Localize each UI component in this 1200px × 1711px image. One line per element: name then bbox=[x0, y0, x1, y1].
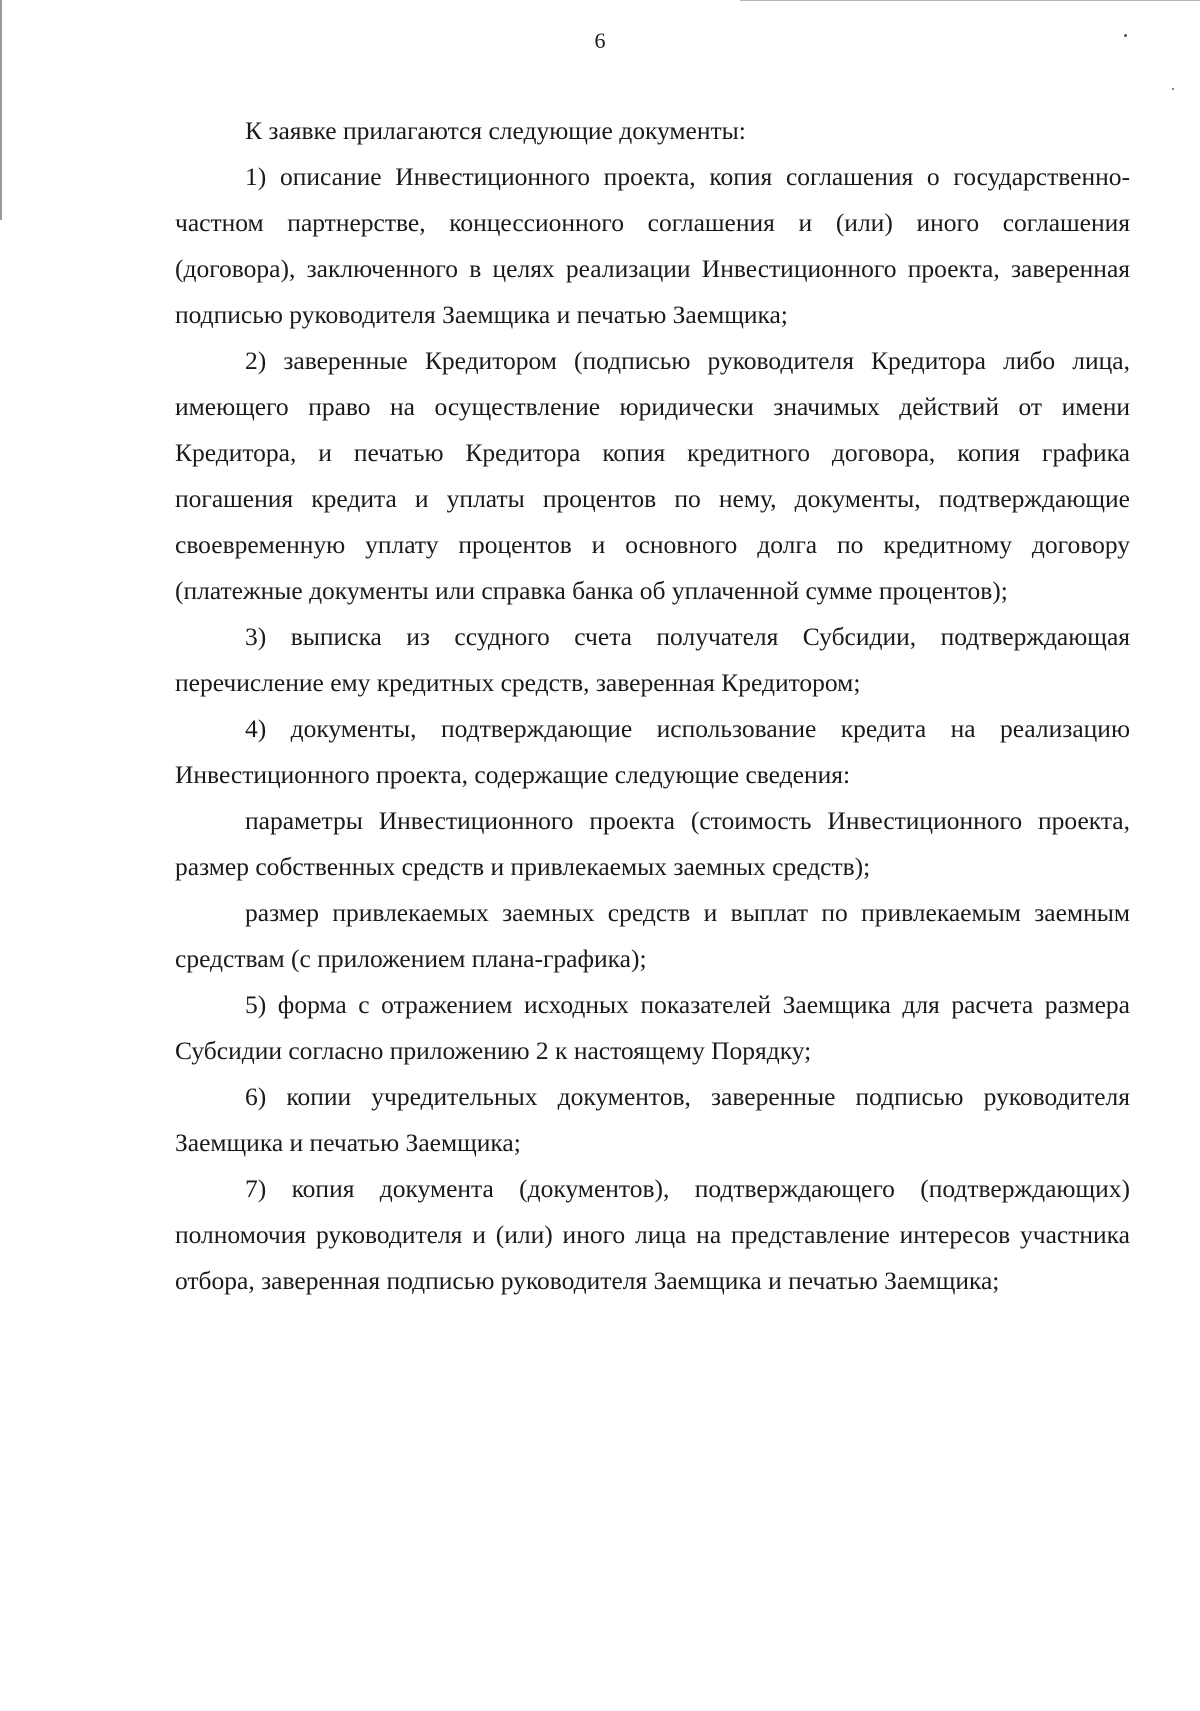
scan-speck bbox=[1172, 88, 1174, 90]
paragraph-item-2: 2) заверенные Кредитором (подписью руководителя Кредитора либо лица, имеющего право на осуществление юридически значимых действий от имени Кредитора, и печатью Кредитора копия кредитного договора, копия графика погашения кредита и уплаты процентов по нему, документы, подтверждающие своевременную уплату процентов и основного долга по кредитному договору (платежные документы или справка банка об уплаченной сумме процентов); bbox=[175, 346, 1130, 605]
paragraph-intro: К заявке прилагаются следующие документы: bbox=[245, 116, 746, 145]
paragraph-item-4: 4) документы, подтверждающие использование кредита на реализацию Инвестиционного проекта, содержащие следующие сведения: bbox=[175, 714, 1130, 789]
document-body bbox=[175, 108, 1130, 1304]
paragraph-item-3: 3) выписка из ссудного счета получателя Субсидии, подтверждающая перечисление ему кредитных средств, заверенная Кредитором; bbox=[175, 622, 1130, 697]
paragraph-item-5: 5) форма с отражением исходных показателей Заемщика для расчета размера Субсидии согласно приложению 2 к настоящему Порядку; bbox=[175, 990, 1130, 1065]
paragraph-item-4-loan-size: размер привлекаемых заемных средств и выплат по привлекаемым заемным средствам (с приложением плана-графика); bbox=[175, 898, 1130, 973]
paragraph-item-4-params: параметры Инвестиционного проекта (стоимость Инвестиционного проекта, размер собственных средств и привлекаемых заемных средств); bbox=[175, 806, 1130, 881]
scan-top-line bbox=[740, 0, 1200, 1]
paragraph-item-6: 6) копии учредительных документов, заверенные подписью руководителя Заемщика и печатью Заемщика; bbox=[175, 1082, 1130, 1157]
paragraph-item-7: 7) копия документа (документов), подтверждающего (подтверждающих) полномочия руководителя и (или) иного лица на представление интересов участника отбора, заверенная подписью руководителя Заемщика и печатью Заемщика; bbox=[175, 1174, 1130, 1295]
page-number: 6 bbox=[594, 28, 606, 53]
paragraph-item-1: 1) описание Инвестиционного проекта, копия соглашения о государственно-частном партнерстве, концессионного соглашения и (или) иного соглашения (договора), заключенного в целях реализации Инвестиционного проекта, заверенная подписью руководителя Заемщика и печатью Заемщика; bbox=[175, 162, 1130, 329]
